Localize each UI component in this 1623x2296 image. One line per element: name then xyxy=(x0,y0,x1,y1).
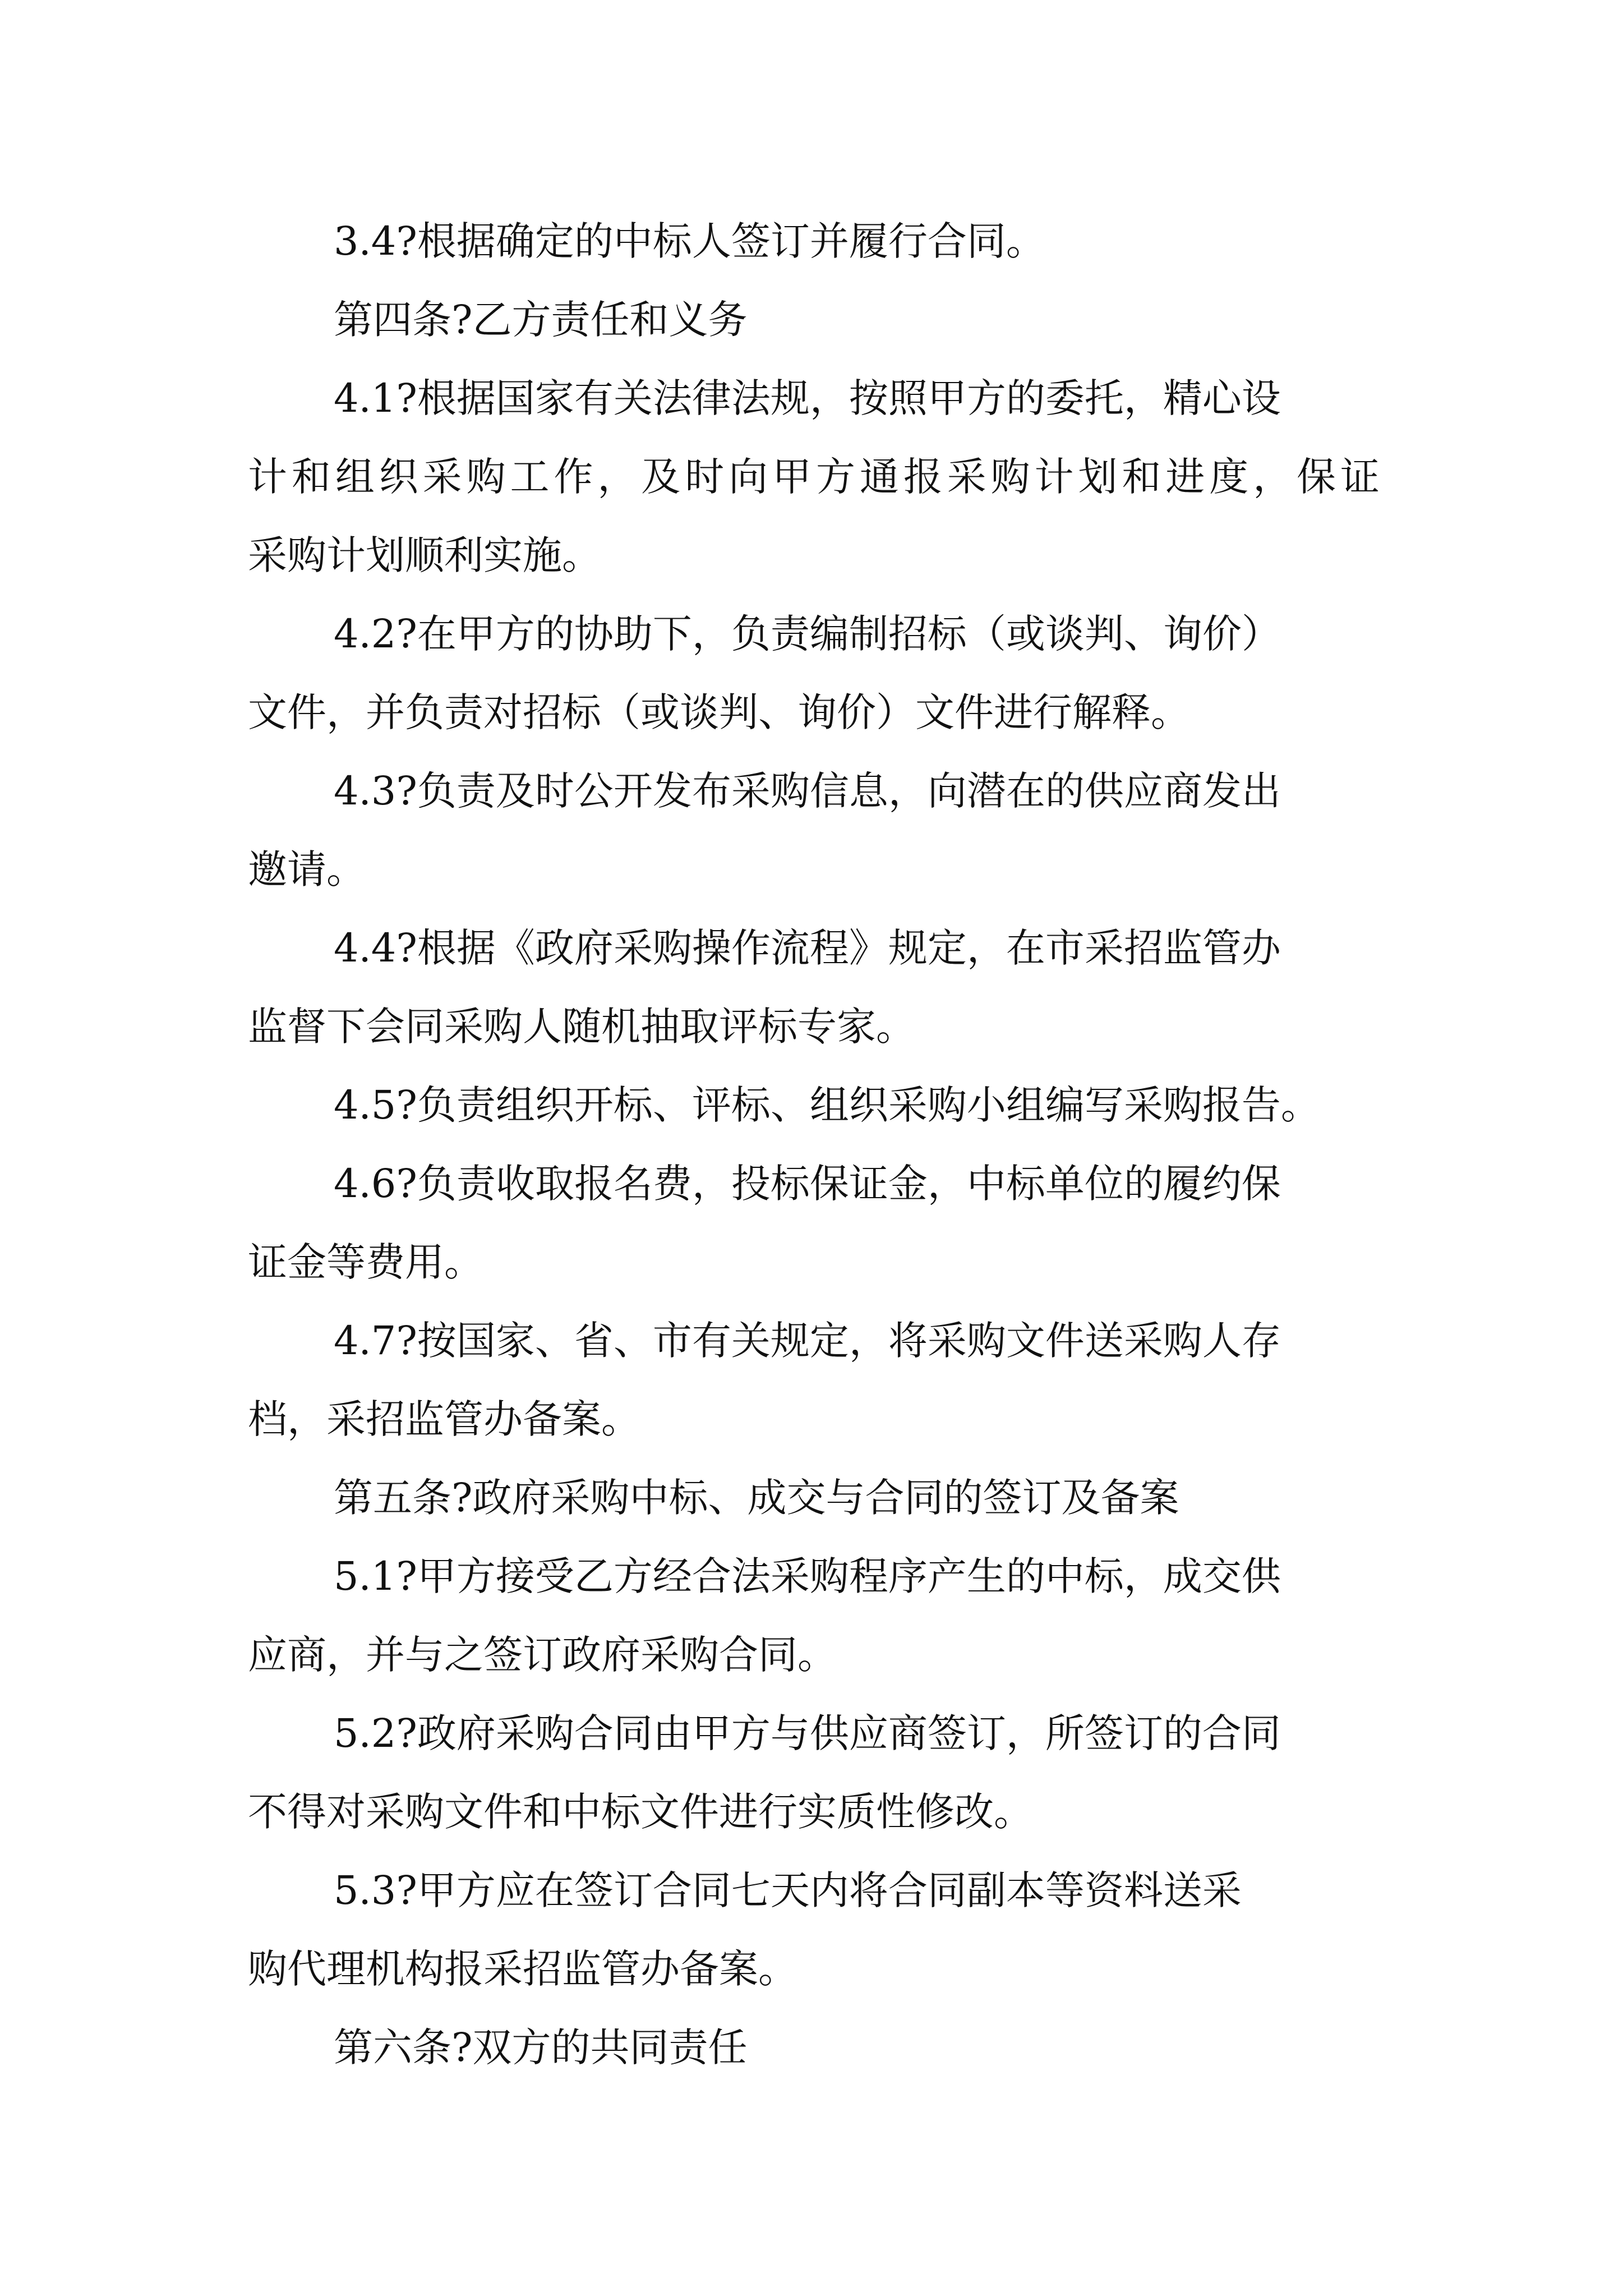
clause-4-1-line-3: 采购计划顺利实施。 xyxy=(248,532,601,578)
clause-4-1-line-2: 计和组织采购工作，及时向甲方通报采购计划和进度，保证 xyxy=(248,454,1380,500)
clause-5-3-line-1: 5.3?甲方应在签订合同七天内将合同副本等资料送采 xyxy=(334,1867,1242,1913)
clause-5-1-line-2: 应商，并与之签订政府采购合同。 xyxy=(248,1632,837,1678)
clause-4-7-line-1: 4.7?按国家、省、市有关规定，将采购文件送采购人存 xyxy=(334,1318,1281,1364)
clause-4-1-line-1: 4.1?根据国家有关法律法规，按照甲方的委托，精心设 xyxy=(334,375,1281,421)
clause-4-5-line-1: 4.5?负责组织开标、评标、组织采购小组编写采购报告。 xyxy=(334,1082,1320,1128)
clause-4-3-line-1: 4.3?负责及时公开发布采购信息，向潜在的供应商发出 xyxy=(334,768,1281,814)
clause-4-7-line-2: 档，采招监管办备案。 xyxy=(248,1396,640,1442)
clause-4-2-line-1: 4.2?在甲方的协助下，负责编制招标（或谈判、询价） xyxy=(334,611,1281,657)
clause-3-4-line-1: 3.4?根据确定的中标人签订并履行合同。 xyxy=(334,218,1045,264)
article-5-heading: 第五条?政府采购中标、成交与合同的签订及备案 xyxy=(334,1475,1179,1521)
clause-4-4-line-1: 4.4?根据《政府采购操作流程》规定，在市采招监管办 xyxy=(334,925,1281,971)
clause-5-1-line-1: 5.1?甲方接受乙方经合法采购程序产生的中标，成交供 xyxy=(334,1553,1281,1599)
clause-5-2-line-2: 不得对采购文件和中标文件进行实质性修改。 xyxy=(248,1789,1033,1835)
clause-4-6-line-2: 证金等费用。 xyxy=(248,1239,483,1285)
clause-4-6-line-1: 4.6?负责收取报名费，投标保证金，中标单位的履约保 xyxy=(334,1161,1281,1207)
clause-4-2-line-2: 文件，并负责对招标（或谈判、询价）文件进行解释。 xyxy=(248,689,1190,735)
article-4-heading: 第四条?乙方责任和义务 xyxy=(334,297,748,343)
clause-4-4-line-2: 监督下会同采购人随机抽取评标专家。 xyxy=(248,1004,915,1050)
article-6-heading: 第六条?双方的共同责任 xyxy=(334,2024,748,2070)
clause-5-3-line-2: 购代理机构报采招监管办备案。 xyxy=(248,1946,797,1992)
clause-4-3-line-2: 邀请。 xyxy=(248,846,366,892)
clause-5-2-line-1: 5.2?政府采购合同由甲方与供应商签订，所签订的合同 xyxy=(334,1710,1281,1756)
